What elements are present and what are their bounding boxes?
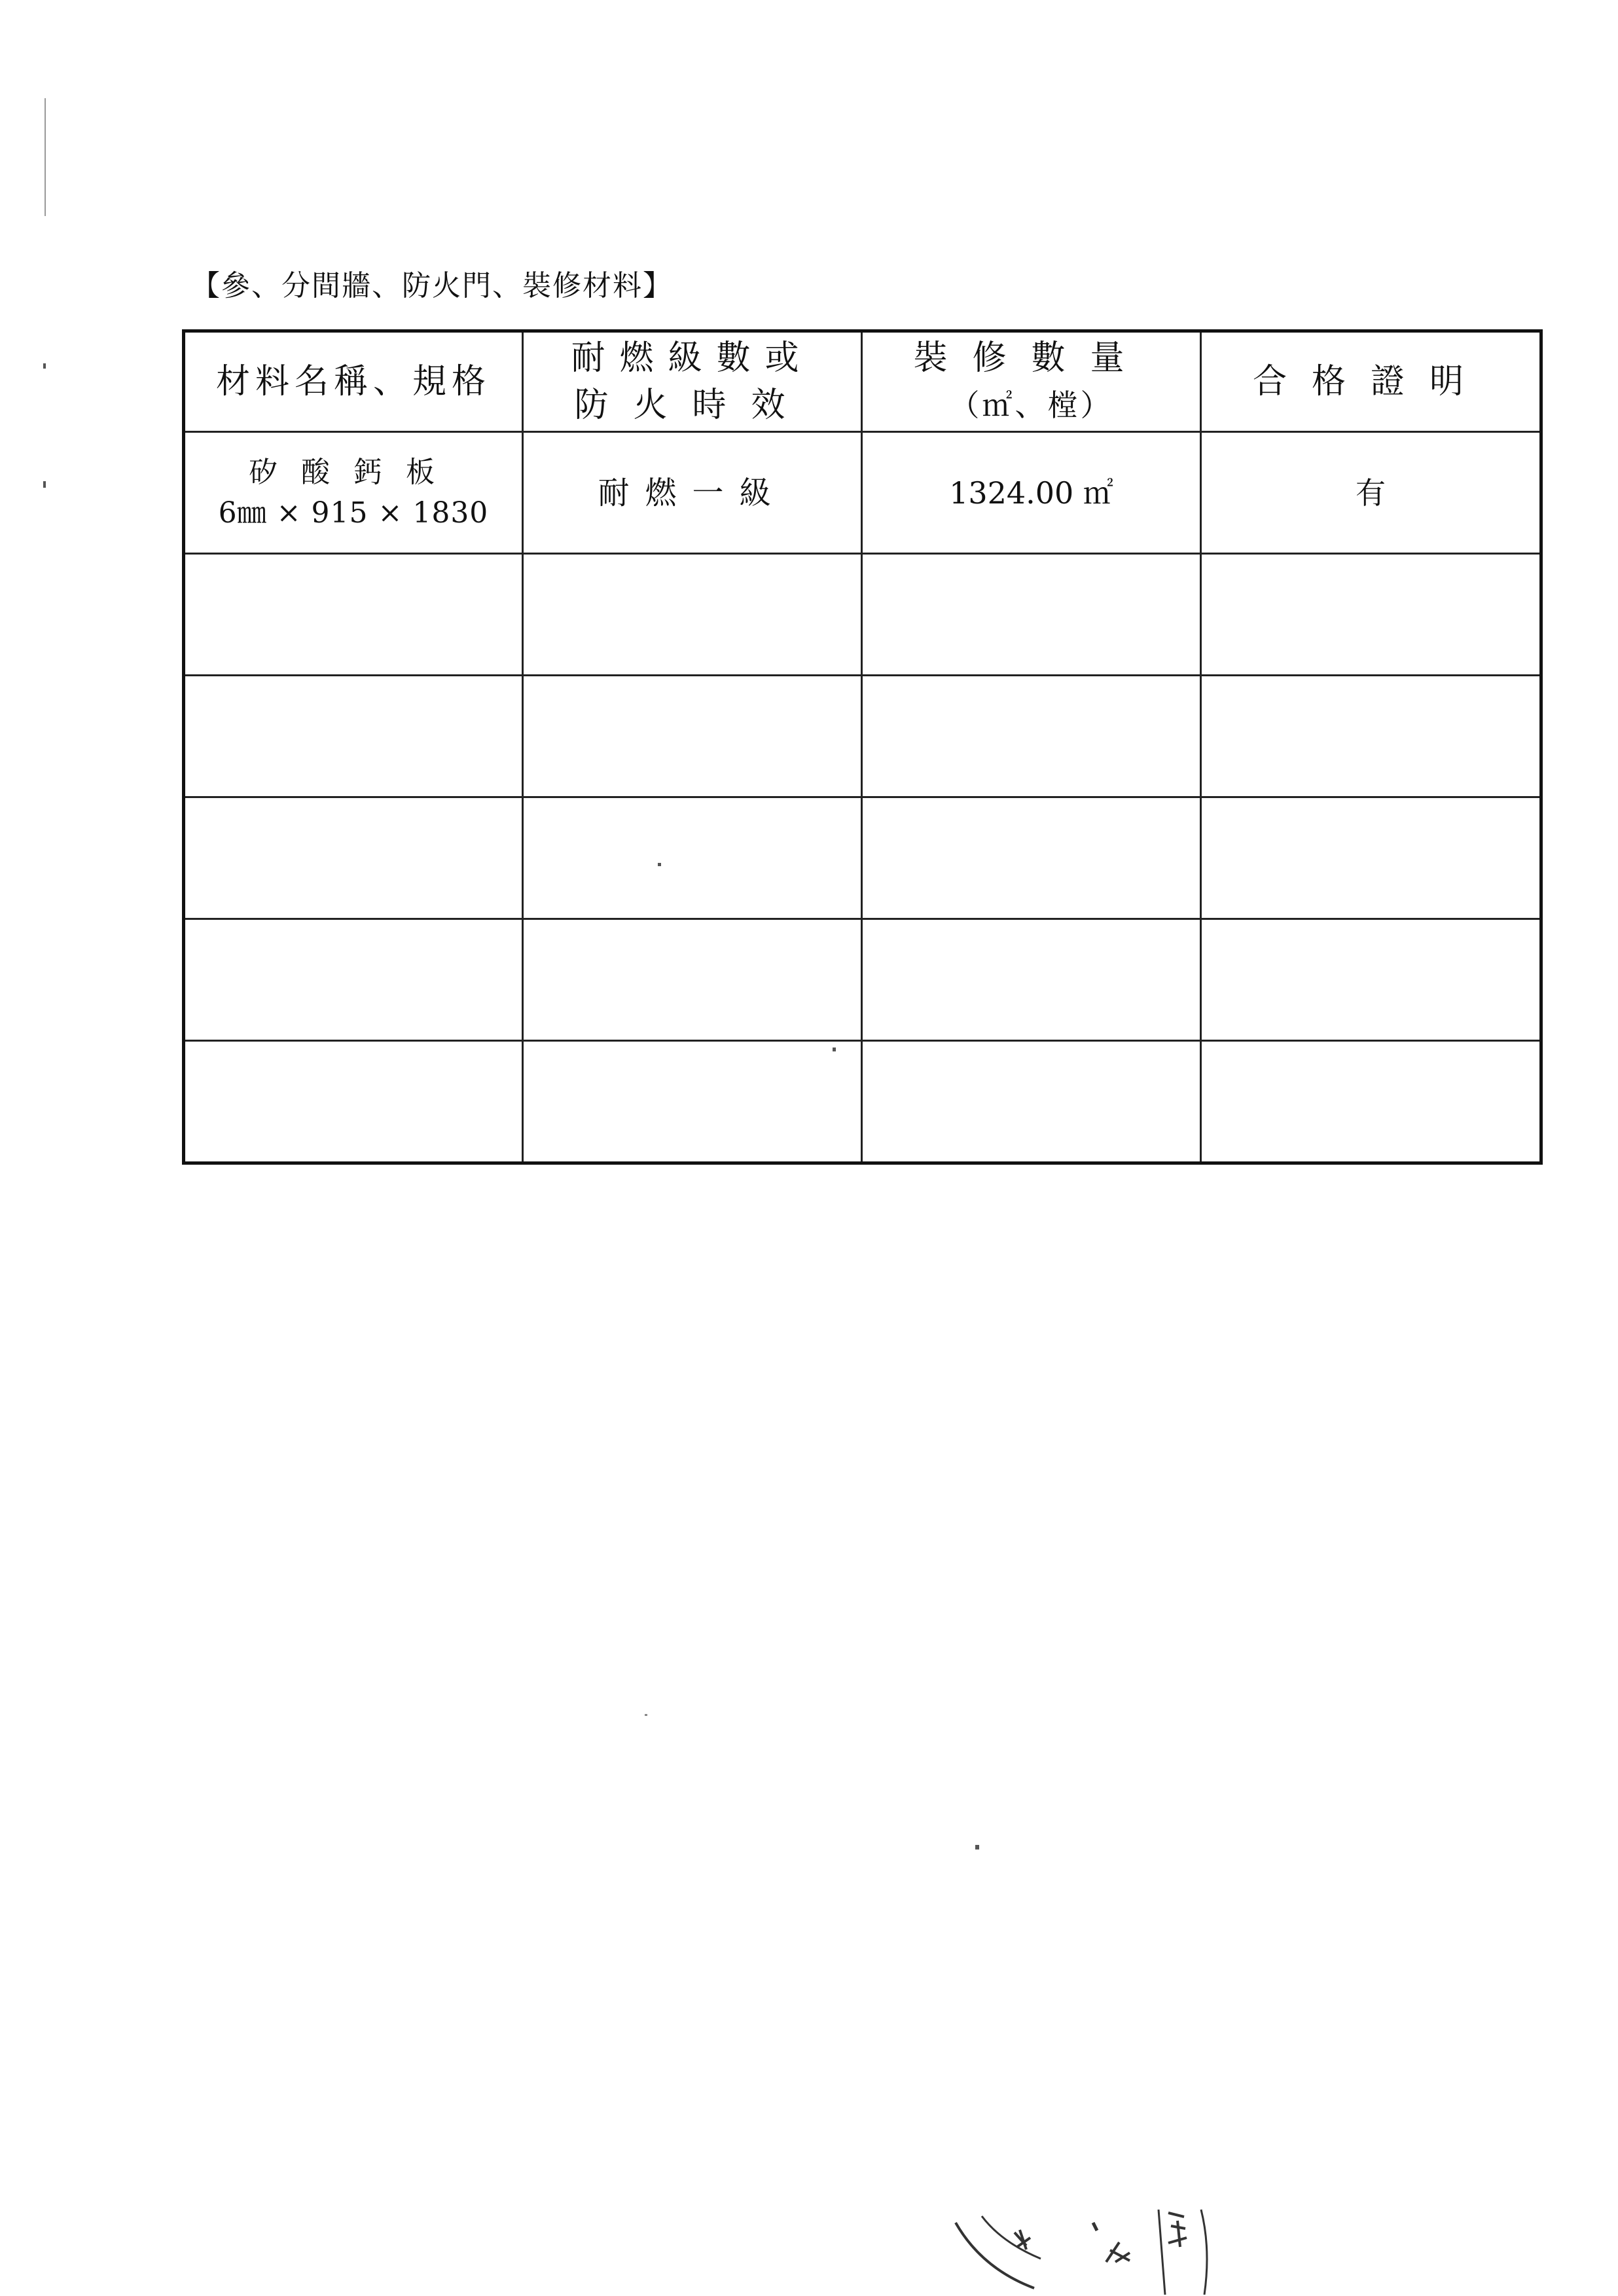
quantity-value: 1324.00 ㎡ — [949, 475, 1113, 511]
empty-cell — [862, 919, 1201, 1041]
header-material-label: 材料名稱、規格 — [215, 362, 491, 401]
cell-quantity — [862, 432, 1201, 554]
scan-mark — [43, 481, 46, 488]
header-fire-rating — [523, 331, 862, 432]
table-row — [184, 554, 1541, 676]
material-name: 矽酸鈣板 — [249, 455, 458, 489]
header-quantity-line1: 裝修數量 — [913, 338, 1149, 378]
empty-cell — [184, 797, 523, 919]
header-material — [184, 331, 523, 432]
empty-cell — [862, 1041, 1201, 1163]
cell-fire-rating — [523, 432, 862, 554]
scan-mark — [45, 98, 46, 216]
empty-cell — [1201, 554, 1541, 676]
header-quantity-line2: （㎡、樘） — [949, 388, 1113, 423]
scan-speck — [645, 1714, 647, 1716]
scan-speck — [975, 1845, 979, 1850]
empty-cell — [1201, 797, 1541, 919]
empty-cell — [184, 919, 523, 1041]
header-certificate-label: 合格證明 — [1252, 362, 1488, 401]
header-fire-rating-line1: 耐燃級數或 — [571, 338, 814, 378]
empty-cell — [1201, 919, 1541, 1041]
certificate-value: 有 — [1356, 475, 1386, 511]
table-row — [184, 919, 1541, 1041]
scan-mark — [43, 363, 46, 369]
empty-cell — [862, 797, 1201, 919]
cell-material — [184, 432, 523, 554]
empty-cell — [184, 1041, 523, 1163]
header-certificate — [1201, 331, 1541, 432]
empty-cell — [184, 676, 523, 797]
table-row — [184, 432, 1541, 554]
scan-speck — [658, 863, 661, 866]
scan-speck — [833, 1048, 836, 1051]
material-spec: 6㎜ × 915 × 1830 — [218, 496, 489, 530]
table-row — [184, 676, 1541, 797]
section-title: 【參、分間牆、防火門、裝修材料】 — [191, 269, 673, 302]
header-quantity — [862, 331, 1201, 432]
fire-rating-value: 耐燃一級 — [598, 474, 787, 511]
stamp-mark — [943, 2196, 1224, 2295]
empty-cell — [1201, 676, 1541, 797]
materials-table — [182, 329, 1543, 1165]
table-row — [184, 797, 1541, 919]
header-fire-rating-line2: 防火時效 — [574, 386, 810, 425]
empty-cell — [523, 554, 862, 676]
empty-cell — [523, 919, 862, 1041]
cell-certificate — [1201, 432, 1541, 554]
empty-cell — [523, 797, 862, 919]
empty-cell — [523, 1041, 862, 1163]
table-row — [184, 1041, 1541, 1163]
empty-cell — [862, 676, 1201, 797]
empty-cell — [862, 554, 1201, 676]
empty-cell — [1201, 1041, 1541, 1163]
empty-cell — [184, 554, 523, 676]
empty-cell — [523, 676, 862, 797]
table-header-row — [184, 331, 1541, 432]
